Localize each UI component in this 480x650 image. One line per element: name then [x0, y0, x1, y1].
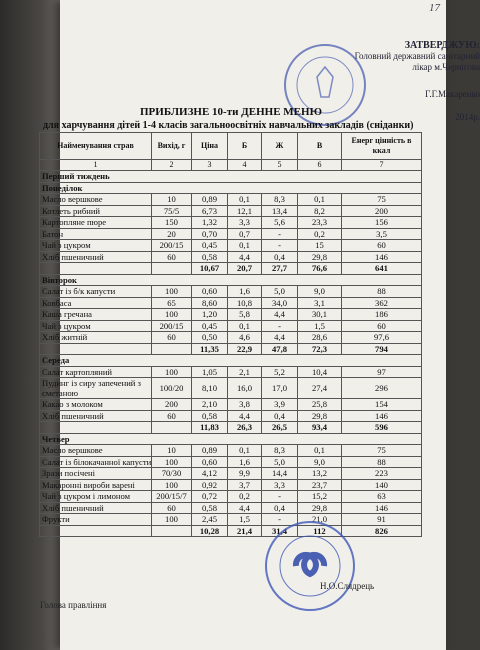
value-cell: 63 [342, 491, 422, 503]
value-cell: 88 [342, 286, 422, 298]
value-cell: 0,1 [298, 445, 342, 457]
value-cell: 0,4 [262, 410, 298, 422]
value-cell: 60 [152, 502, 192, 514]
value-cell: 8,60 [192, 297, 228, 309]
value-cell: 0,1 [228, 240, 262, 252]
table-row [40, 378, 422, 399]
value-cell: 11,35 [192, 343, 228, 355]
value-cell: 112 [298, 525, 342, 537]
value-cell: - [262, 514, 298, 526]
value-cell: 140 [342, 479, 422, 491]
day-row [40, 274, 422, 286]
value-cell: 3,7 [228, 479, 262, 491]
value-cell: 20 [152, 228, 192, 240]
value-cell: 10,8 [228, 297, 262, 309]
approval-name: Г.Г.Макаренко [425, 89, 480, 99]
dish-name-cell: Салат із б/к капусти [40, 286, 152, 298]
header-cell: Ж [262, 133, 298, 160]
value-cell: 1,20 [192, 309, 228, 321]
value-cell: 100 [152, 286, 192, 298]
dish-name-cell: Салат картопляний [40, 366, 152, 378]
week-row [40, 171, 422, 183]
value-cell: 200/15 [152, 240, 192, 252]
week-row-label: Перший тиждень [40, 171, 422, 183]
value-cell: 9,9 [228, 468, 262, 480]
value-cell: 794 [342, 343, 422, 355]
value-cell: 1,05 [192, 366, 228, 378]
dish-name-cell: Хліб пшеничний [40, 251, 152, 263]
value-cell: 27,7 [262, 263, 298, 275]
column-number-cell: 7 [342, 160, 422, 171]
value-cell: 2,10 [192, 399, 228, 411]
value-cell: 72,3 [298, 343, 342, 355]
approval-line1: Головний державний санітарний [354, 51, 480, 61]
value-cell: 0,1 [228, 194, 262, 206]
dish-name-cell: Салат із білокачанної капусти [40, 456, 152, 468]
dish-name-cell: Котлеть рибний [40, 205, 152, 217]
value-cell: 88 [342, 456, 422, 468]
dish-name-cell: Чай з цукром і лимоном [40, 491, 152, 503]
value-cell: 30,1 [298, 309, 342, 321]
value-cell: 8,3 [262, 194, 298, 206]
page-number: 17 [429, 2, 440, 14]
table-row [40, 228, 422, 240]
value-cell: 1,32 [192, 217, 228, 229]
table-row [40, 309, 422, 321]
value-cell: 29,8 [298, 502, 342, 514]
value-cell: 21,4 [228, 525, 262, 537]
value-cell: 12,1 [228, 205, 262, 217]
value-cell: 15 [298, 240, 342, 252]
value-cell [152, 263, 192, 275]
dish-name-cell [40, 263, 152, 275]
value-cell: 60 [342, 240, 422, 252]
menu-table [39, 132, 422, 537]
value-cell: - [262, 240, 298, 252]
total-row [40, 422, 422, 434]
value-cell: 641 [342, 263, 422, 275]
value-cell: 0,45 [192, 320, 228, 332]
value-cell: 34,0 [262, 297, 298, 309]
value-cell: - [262, 228, 298, 240]
table-row [40, 399, 422, 411]
value-cell: 9,0 [298, 286, 342, 298]
value-cell: 100 [152, 479, 192, 491]
value-cell: 0,4 [262, 502, 298, 514]
value-cell: 60 [152, 332, 192, 344]
value-cell: 65 [152, 297, 192, 309]
value-cell: 14,4 [262, 468, 298, 480]
value-cell: 0,50 [192, 332, 228, 344]
value-cell: 8,2 [298, 205, 342, 217]
value-cell: 5,6 [262, 217, 298, 229]
value-cell: 6,73 [192, 205, 228, 217]
value-cell: 26,5 [262, 422, 298, 434]
value-cell: 23,3 [298, 217, 342, 229]
dish-name-cell: Пудинг із сиру запечений з сметаною [40, 378, 152, 399]
dish-name-cell: Чай з цукром [40, 240, 152, 252]
table-row [40, 366, 422, 378]
column-number-cell: 4 [228, 160, 262, 171]
value-cell: 0,58 [192, 502, 228, 514]
value-cell: 0,1 [298, 194, 342, 206]
value-cell: 0,58 [192, 251, 228, 263]
value-cell: 3,9 [262, 399, 298, 411]
table-row [40, 502, 422, 514]
document-subtitle: для харчування дітей 1-4 класів загальноосвітніх навчальних закладів (сніданки) [43, 120, 414, 131]
value-cell: 100 [152, 366, 192, 378]
value-cell: 25,8 [298, 399, 342, 411]
value-cell: 10,28 [192, 525, 228, 537]
value-cell: 186 [342, 309, 422, 321]
dish-name-cell: Хліб житній [40, 332, 152, 344]
value-cell: 31,4 [262, 525, 298, 537]
header-cell: Вихід, г [152, 133, 192, 160]
total-row [40, 525, 422, 537]
total-row [40, 263, 422, 275]
value-cell: 146 [342, 502, 422, 514]
value-cell: 3,3 [228, 217, 262, 229]
column-number-cell: 5 [262, 160, 298, 171]
day-row [40, 182, 422, 194]
table-row [40, 194, 422, 206]
dish-name-cell: Батон [40, 228, 152, 240]
value-cell: 3,1 [298, 297, 342, 309]
value-cell: 17,0 [262, 378, 298, 399]
value-cell: 29,8 [298, 251, 342, 263]
value-cell: 27,4 [298, 378, 342, 399]
value-cell: 76,6 [298, 263, 342, 275]
day-row [40, 433, 422, 445]
column-number-row [40, 160, 422, 171]
value-cell: 8,3 [262, 445, 298, 457]
header-cell: Ціна [192, 133, 228, 160]
value-cell: 100 [152, 456, 192, 468]
value-cell: 146 [342, 251, 422, 263]
approval-title: ЗАТВЕРДЖУЮ: [404, 40, 480, 51]
value-cell: 10,4 [298, 366, 342, 378]
value-cell: 0,72 [192, 491, 228, 503]
value-cell: 4,12 [192, 468, 228, 480]
header-cell: В [298, 133, 342, 160]
table-row [40, 514, 422, 526]
value-cell: 0,1 [228, 445, 262, 457]
dish-name-cell: Какао з молоком [40, 399, 152, 411]
approval-line2: лікар м.Чернігова [412, 62, 480, 72]
dish-name-cell: Картопляне пюре [40, 217, 152, 229]
table-row [40, 217, 422, 229]
value-cell: 70/30 [152, 468, 192, 480]
value-cell: 2,45 [192, 514, 228, 526]
value-cell [152, 343, 192, 355]
value-cell: 75/5 [152, 205, 192, 217]
dish-name-cell [40, 422, 152, 434]
value-cell: 0,2 [228, 491, 262, 503]
value-cell: 4,4 [228, 502, 262, 514]
value-cell: 1,6 [228, 286, 262, 298]
value-cell: 5,8 [228, 309, 262, 321]
value-cell: 223 [342, 468, 422, 480]
value-cell: 93,4 [298, 422, 342, 434]
dish-name-cell: Хліб пшеничний [40, 502, 152, 514]
value-cell: 29,8 [298, 410, 342, 422]
table-row [40, 320, 422, 332]
value-cell: 826 [342, 525, 422, 537]
value-cell: 21,0 [298, 514, 342, 526]
value-cell: 150 [152, 217, 192, 229]
value-cell: 4,4 [228, 410, 262, 422]
dish-name-cell [40, 525, 152, 537]
value-cell [152, 525, 192, 537]
table-row [40, 332, 422, 344]
value-cell: 97 [342, 366, 422, 378]
value-cell: 9,0 [298, 456, 342, 468]
day-row-label: Середа [40, 355, 422, 367]
value-cell: 23,7 [298, 479, 342, 491]
table-row [40, 479, 422, 491]
value-cell: 4,4 [228, 251, 262, 263]
value-cell: 4,6 [228, 332, 262, 344]
value-cell: - [262, 320, 298, 332]
value-cell: 2,1 [228, 366, 262, 378]
table-row [40, 468, 422, 480]
dish-name-cell: Масло вершкове [40, 194, 152, 206]
value-cell: 156 [342, 217, 422, 229]
value-cell: 0,60 [192, 286, 228, 298]
value-cell: 97,6 [342, 332, 422, 344]
value-cell: 0,7 [228, 228, 262, 240]
day-row [40, 355, 422, 367]
value-cell: 13,2 [298, 468, 342, 480]
value-cell: 8,10 [192, 378, 228, 399]
value-cell: 3,3 [262, 479, 298, 491]
value-cell: 5,0 [262, 456, 298, 468]
table-row [40, 286, 422, 298]
value-cell: 22,9 [228, 343, 262, 355]
value-cell: 296 [342, 378, 422, 399]
value-cell: 10,67 [192, 263, 228, 275]
dish-name-cell: Зрази посічені [40, 468, 152, 480]
value-cell: 200/15 [152, 320, 192, 332]
dish-name-cell: Ковбаса [40, 297, 152, 309]
value-cell: 60 [152, 251, 192, 263]
day-row-label: Четвер [40, 433, 422, 445]
table-row [40, 297, 422, 309]
table-row [40, 410, 422, 422]
table-row [40, 491, 422, 503]
footer-label: Голова правління [40, 600, 107, 610]
value-cell: 16,0 [228, 378, 262, 399]
dish-name-cell: Каша гречана [40, 309, 152, 321]
table-row [40, 456, 422, 468]
value-cell: 0,89 [192, 194, 228, 206]
header-row [40, 133, 422, 160]
value-cell [152, 422, 192, 434]
value-cell: 0,58 [192, 410, 228, 422]
value-cell: 154 [342, 399, 422, 411]
value-cell: 146 [342, 410, 422, 422]
value-cell: 100 [152, 514, 192, 526]
value-cell: 1,5 [298, 320, 342, 332]
column-number-cell: 1 [40, 160, 152, 171]
value-cell: 91 [342, 514, 422, 526]
dish-name-cell: Макаронні вироби варені [40, 479, 152, 491]
day-row-label: Вівторок [40, 274, 422, 286]
value-cell: 28,6 [298, 332, 342, 344]
header-cell: Б [228, 133, 262, 160]
value-cell: 362 [342, 297, 422, 309]
value-cell: 3,5 [342, 228, 422, 240]
value-cell: 100 [152, 309, 192, 321]
value-cell: 47,8 [262, 343, 298, 355]
column-number-cell: 6 [298, 160, 342, 171]
value-cell: 1,5 [228, 514, 262, 526]
column-number-cell: 2 [152, 160, 192, 171]
dish-name-cell: Хліб пшеничний [40, 410, 152, 422]
official-stamp-bottom [262, 518, 358, 614]
value-cell: 0,2 [298, 228, 342, 240]
header-cell: Енерг цінність в ккал [342, 133, 422, 160]
table-row [40, 251, 422, 263]
value-cell: 20,7 [228, 263, 262, 275]
table-row [40, 240, 422, 252]
value-cell: 0,4 [262, 251, 298, 263]
table-row [40, 445, 422, 457]
value-cell: 11,83 [192, 422, 228, 434]
value-cell: 200/15/7 [152, 491, 192, 503]
header-cell: Найменування страв [40, 133, 152, 160]
dish-name-cell [40, 343, 152, 355]
dish-name-cell: Чай з цукром [40, 320, 152, 332]
value-cell: 26,3 [228, 422, 262, 434]
value-cell: 3,8 [228, 399, 262, 411]
value-cell: 1,6 [228, 456, 262, 468]
value-cell: 596 [342, 422, 422, 434]
value-cell: 5,2 [262, 366, 298, 378]
dish-name-cell: Масло вершкове [40, 445, 152, 457]
value-cell: 75 [342, 194, 422, 206]
total-row [40, 343, 422, 355]
value-cell: 0,1 [228, 320, 262, 332]
signature-name: Н.О.Слядрець [320, 581, 375, 591]
dish-name-cell: Фрукти [40, 514, 152, 526]
approval-date: 2014р. [455, 112, 480, 122]
value-cell: 10 [152, 194, 192, 206]
value-cell: 60 [152, 410, 192, 422]
value-cell: 10 [152, 445, 192, 457]
value-cell: 0,70 [192, 228, 228, 240]
value-cell: 75 [342, 445, 422, 457]
value-cell: - [262, 491, 298, 503]
value-cell: 0,92 [192, 479, 228, 491]
value-cell: 60 [342, 320, 422, 332]
value-cell: 15,2 [298, 491, 342, 503]
day-row-label: Понеділок [40, 182, 422, 194]
table-row [40, 205, 422, 217]
value-cell: 0,89 [192, 445, 228, 457]
value-cell: 100/20 [152, 378, 192, 399]
value-cell: 0,45 [192, 240, 228, 252]
column-number-cell: 3 [192, 160, 228, 171]
document-title: ПРИБЛИЗНЕ 10-ти ДЕННЕ МЕНЮ [140, 106, 322, 118]
value-cell: 4,4 [262, 309, 298, 321]
value-cell: 4,4 [262, 332, 298, 344]
value-cell: 0,60 [192, 456, 228, 468]
value-cell: 200 [342, 205, 422, 217]
value-cell: 200 [152, 399, 192, 411]
value-cell: 5,0 [262, 286, 298, 298]
value-cell: 13,4 [262, 205, 298, 217]
